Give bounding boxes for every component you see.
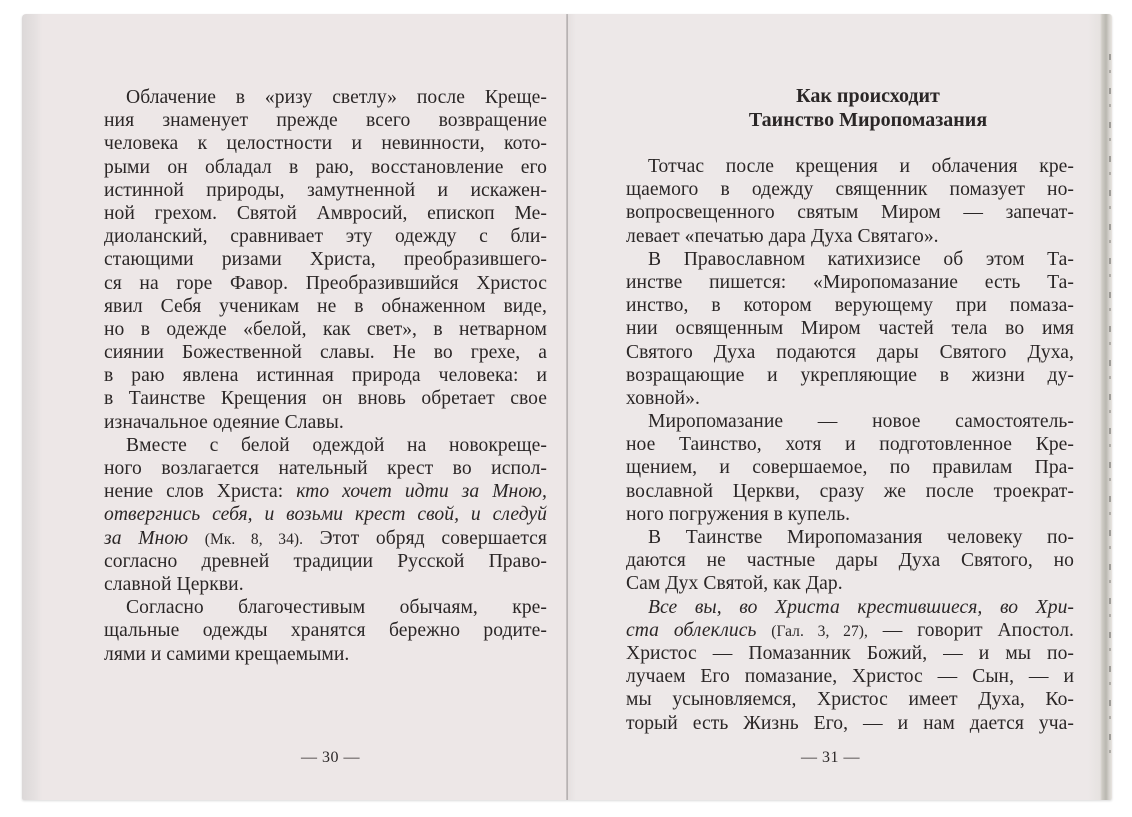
page-number: — 30 — (301, 749, 360, 766)
text-line: Облачение в «ризу светлу» после Креще- (126, 87, 547, 108)
text-line: В Таинстве Миропомазания человеку по- (648, 527, 1074, 548)
heading-line: Как происходит (796, 85, 940, 107)
right-page-body (626, 155, 1074, 735)
text-line: явил Себя ученикам не в обнаженном виде, (104, 295, 547, 317)
text-line: стающими ризами Христа, преобразившего- (104, 249, 547, 271)
text-line: Вместе с белой одеждой на новокреще- (126, 434, 547, 456)
text-line: вопросвещенного святым Миром — запечат- (626, 202, 1074, 224)
scripture-quote: ста облеклись (626, 619, 757, 641)
left-page-body (104, 86, 547, 666)
text-line: рыми он обладал в раю, восстановление его (104, 156, 547, 178)
page-number: — 31 — (801, 749, 860, 766)
text-line: ного возлагается нательный крест во испол- (104, 458, 547, 479)
text-line: ся на горе Фавор. Преобразившийся Христос (104, 272, 547, 294)
text-line: но в одежде «белой, как свет», в нетварном (104, 318, 547, 340)
text-line: ного погружения в купель. (626, 503, 851, 525)
page-edge-stack (1109, 54, 1111, 754)
text-line: щальные одежды хранятся бережно родите- (104, 620, 547, 642)
text-line: истинной природы, замутненной и искажен- (104, 179, 547, 201)
text-line: лями и самими крещаемыми. (104, 643, 350, 665)
heading-line: Таинство Миропомазания (748, 108, 988, 131)
scripture-quote: Все вы, во Христа крестившиеся, во Хри- (648, 596, 1074, 618)
text-line: Сам Дух Святой, как Дар. (626, 573, 843, 595)
text-segment: нение слов Христа: (104, 481, 297, 503)
text-line: ное Таинство, хотя и подготовленное Кре- (626, 434, 1074, 456)
scripture-quote: за Мною (104, 527, 189, 549)
text-line: вославной Церкви, сразу же после троекрат- (626, 480, 1074, 502)
text-line: Христос — Помазанник Божий, — и мы по- (626, 642, 1074, 664)
scripture-reference: (Гал. 3, 27), (771, 622, 868, 640)
text-line: ния знаменует прежде всего возвращение (104, 110, 547, 132)
text-line: В Православном катихизисе об этом Та- (648, 248, 1074, 270)
text-line: Миропомазание — новое самостоятель- (648, 411, 1074, 433)
text-line: в раю явлена истинная природа человека: и (104, 365, 547, 387)
text-line: нии освященным Миром частей тела во имя (626, 318, 1074, 340)
text-line: Согласно благочестивым обычаям, кре- (126, 597, 547, 619)
text-line: щаемого в одежду священник помазует но- (626, 179, 1074, 201)
text-line: Святого Духа подаются дары Святого Духа, (626, 341, 1074, 363)
text-line: в Таинстве Крещения он вновь обретает свое (104, 388, 547, 410)
text-line: сиянии Божественной славы. Не во грехе, а (104, 342, 547, 364)
text-line: даются не частные дары Духа Святого, но (626, 550, 1074, 572)
text-line: возращающие и укрепляющие в жизни ду- (626, 364, 1074, 386)
text-line (104, 527, 547, 550)
text-line: изначальное одеяние Славы. (104, 411, 344, 433)
left-page (22, 14, 568, 800)
text-line: левает «печатью дара Духа Святаго». (626, 225, 939, 247)
scripture-quote: отвергнись себя, и возьми крест свой, и следуй (104, 504, 547, 526)
text-line: ховной». (626, 387, 700, 409)
text-line: инстве пишется: «Миропомазание есть Та- (626, 271, 1074, 293)
chapter-heading (568, 85, 1112, 132)
text-line: согласно древней традиции Русской Право- (104, 550, 547, 572)
text-segment: Этот обряд совершается (303, 527, 547, 549)
text-line (626, 619, 1074, 642)
text-line: ной грехом. Святой Амвросий, епископ Ме- (104, 202, 547, 224)
text-line: человека к целостности и невинности, кото- (104, 133, 547, 155)
text-line: Тотчас после крещения и облачения кре- (648, 156, 1074, 177)
right-page (568, 14, 1112, 800)
book-spread (22, 14, 1112, 800)
text-line: мы усыновляемся, Христос имеет Духа, Ко- (626, 689, 1074, 711)
scripture-quote: кто хочет идти за Мною, (296, 481, 547, 503)
scripture-reference: (Мк. 8, 34). (204, 530, 304, 548)
text-line: славной Церкви. (104, 573, 244, 595)
text-line: торый есть Жизнь Его, — и нам дается уча- (626, 712, 1074, 734)
text-line: щением, и совершаемое, по правилам Пра- (626, 457, 1074, 479)
text-line: диоланский, сравнивает эту одежду с бли- (104, 226, 547, 248)
text-line: лучаем Его помазание, Христос — Сын, — и (626, 666, 1074, 688)
text-line (104, 480, 547, 503)
text-segment: — говорит Апостол. (867, 619, 1074, 641)
text-line: инство, в котором верующему при помаза- (626, 295, 1074, 317)
